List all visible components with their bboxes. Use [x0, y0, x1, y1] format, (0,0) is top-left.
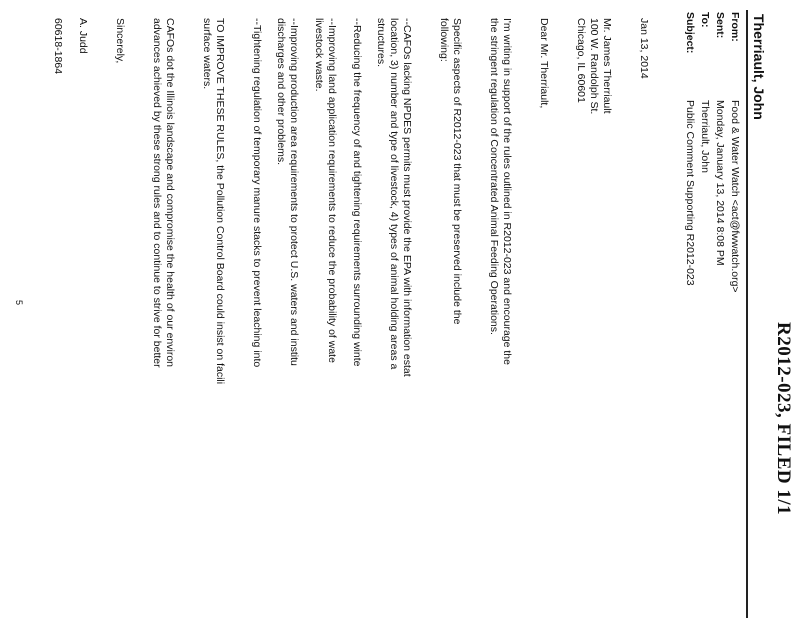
- item-line: discharges and other problems.: [275, 18, 287, 166]
- field-value-to: Therriault, John: [699, 100, 711, 173]
- salutation: Dear Mr. Therriault,: [538, 18, 550, 109]
- item-line: location, 3) number and type of livestock, 4) types of animal holding areas a: [388, 18, 400, 370]
- signer-name: A. Judd: [77, 18, 89, 54]
- field-value-sent: Monday, January 13, 2014 8:08 PM: [714, 100, 726, 266]
- intro-line: the stringent regulation of Concentrated Animal Feeding Operations.: [488, 18, 500, 335]
- field-label-to: To:: [699, 12, 711, 28]
- item-line: --Reducing the frequency of and tightening requirements surrounding winte: [351, 18, 363, 367]
- closing-line: CAFOs dot the Illinois landscape and compromise the health of our environ: [164, 18, 176, 368]
- recipient-line: 100 W. Randolph St.: [588, 18, 600, 115]
- field-label-from: From:: [729, 12, 741, 42]
- signoff: Sincerely,: [114, 18, 126, 64]
- item-line: structures.: [375, 18, 387, 68]
- header-rule: [746, 10, 748, 618]
- intro-line: I'm writing in support of the rules outlined in R2012-023 and encourage the: [501, 18, 513, 365]
- field-label-sent: Sent:: [714, 12, 726, 39]
- closing-line: advances achieved by these strong rules and to continue to strive for better: [151, 18, 163, 368]
- field-value-from: Food & Water Watch <act@fwwatch.org>: [729, 100, 741, 293]
- letter-date: Jan 13, 2014: [638, 18, 650, 79]
- specific-line: following:: [438, 18, 450, 62]
- item-line: --Tightening regulation of temporary manure stacks to prevent leaching into: [251, 18, 263, 368]
- field-value-subject: Public Comment Supporting R2012-023: [684, 100, 696, 286]
- item-line: --CAFOs lacking NPDES permits must provide the EPA with information estat: [401, 18, 413, 377]
- signer-zip: 60618-1864: [52, 18, 64, 75]
- improve-line: TO IMPROVE THESE RULES, the Pollution Control Board could insist on facili: [214, 18, 226, 385]
- item-line: livestock waste.: [313, 18, 325, 92]
- specific-line: Specific aspects of R2012-023 that must be preserved include the: [451, 18, 463, 325]
- sender-name: Therriault, John: [751, 14, 767, 120]
- improve-line: surface waters.: [201, 18, 213, 90]
- item-line: --Improving land application requirements to reduce the probability of wate: [326, 18, 338, 363]
- recipient-line: Chicago, IL 60601: [575, 18, 587, 103]
- recipient-line: Mr. James Therriault: [601, 18, 613, 114]
- item-line: --Improving production area requirements to protect U.S. waters and institu: [288, 18, 300, 366]
- field-label-subject: Subject:: [684, 12, 696, 54]
- page-number: 5: [14, 300, 24, 306]
- filing-stamp: R2012-023, FILED 1/1: [773, 322, 794, 516]
